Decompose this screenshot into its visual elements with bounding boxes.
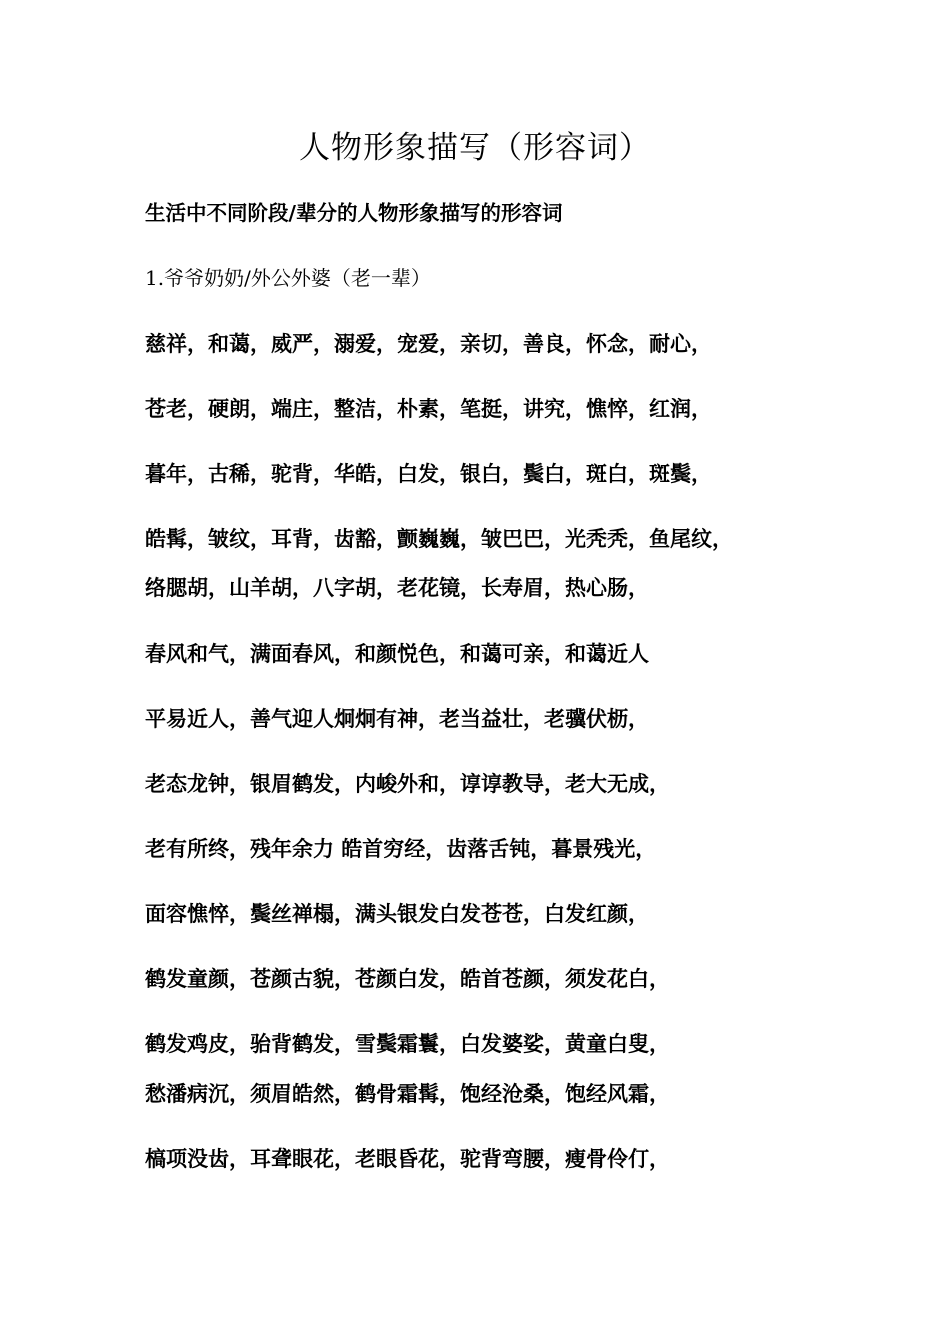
word-line: 慈祥，和蔼，威严，溺爱，宠爱，亲切，善良，怀念，耐心， — [145, 332, 712, 356]
word-line: 皓髯，皱纹，耳背，齿豁，颤巍巍，皱巴巴，光秃秃，鱼尾纹， — [145, 527, 733, 551]
word-line: 面容憔悴，鬓丝禅榻，满头银发白发苍苍，白发红颜， — [145, 902, 649, 926]
section-heading: 1.爷爷奶奶/外公外婆（老一辈） — [145, 266, 431, 290]
word-line: 鹤发童颜，苍颜古貌，苍颜白发，皓首苍颜，须发花白， — [145, 967, 670, 991]
subtitle: 生活中不同阶段/辈分的人物形象描写的形容词 — [145, 201, 563, 225]
word-line: 平易近人，善气迎人炯炯有神，老当益壮，老骥伏枥， — [145, 707, 649, 731]
word-line: 鹤发鸡皮，骀背鹤发，雪鬓霜鬟，白发婆娑，黄童白叟， — [145, 1032, 670, 1056]
word-line: 老态龙钟，银眉鹤发，内峻外和，谆谆教导，老大无成， — [145, 772, 670, 796]
word-line: 暮年，古稀，驼背，华皓，白发，银白，鬓白，斑白，斑鬓， — [145, 462, 712, 486]
word-line: 愁潘病沉，须眉皓然，鹤骨霜髯，饱经沧桑，饱经风霜， — [145, 1082, 670, 1106]
word-line: 络腮胡，山羊胡，八字胡，老花镜，长寿眉，热心肠， — [145, 576, 649, 600]
word-line: 春风和气，满面春风，和颜悦色，和蔼可亲，和蔼近人 — [145, 642, 649, 666]
word-line: 槁项没齿，耳聋眼花，老眼昏花，驼背弯腰，瘦骨伶仃， — [145, 1147, 670, 1171]
page-title: 人物形象描写（形容词） — [299, 130, 651, 166]
word-line: 苍老，硬朗，端庄，整洁，朴素，笔挺，讲究，憔悴，红润， — [145, 397, 712, 421]
word-line: 老有所终，残年余力 皓首穷经，齿落舌钝，暮景残光， — [145, 837, 657, 861]
